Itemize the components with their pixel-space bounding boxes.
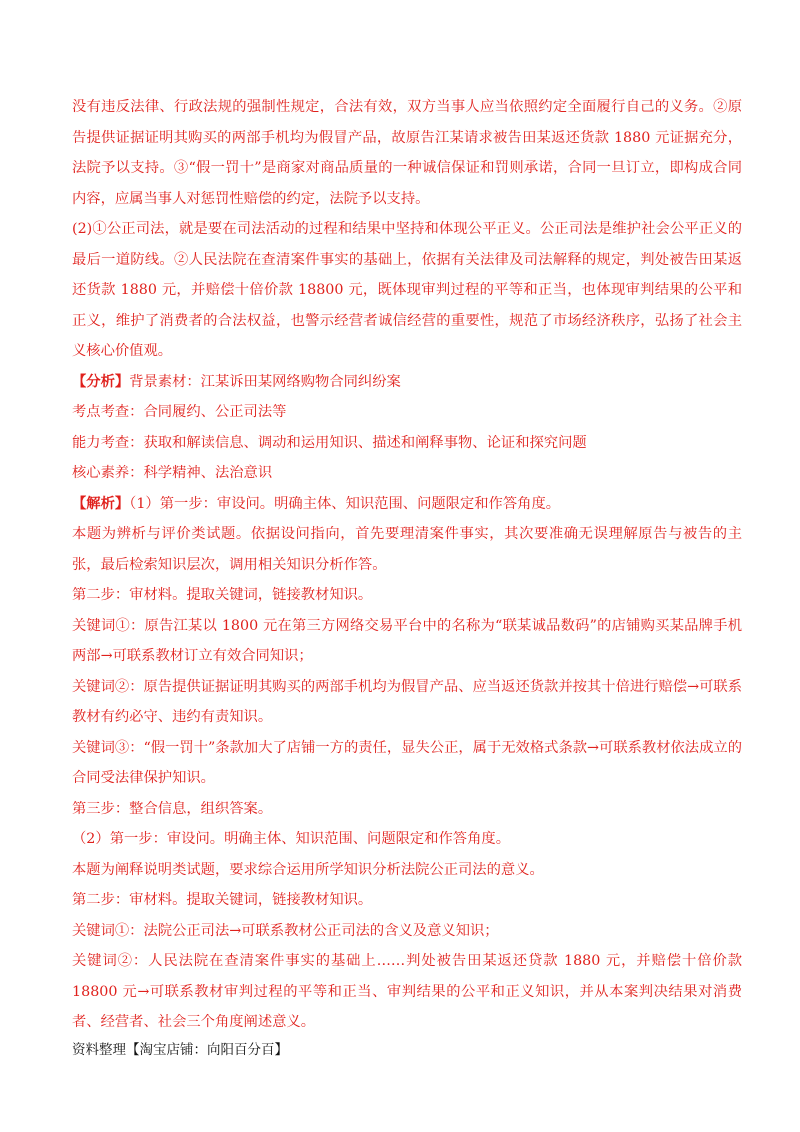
q1-step3-line: 第三步：整合信息，组织答案。	[72, 800, 273, 817]
footer-source: 资料整理【淘宝店铺：向阳百分百】	[72, 1042, 288, 1058]
nengli-line: 能力考查：获取和解读信息、调动和运用知识、描述和阐释事物、论证和探究问题	[72, 434, 587, 451]
q2-type-line: 本题为阐释说明类试题，要求综合运用所学知识分析法院公正司法的意义。	[72, 861, 544, 878]
q1-keyword-3: 关键词③：“假一罚十”条款加大了店铺一方的责任，显失公正，属于无效格式条款→可联系教材依法成立的合同受法律保护知识。	[72, 739, 742, 786]
q2-step2-line: 第二步：审材料。提取关键词，链接教材知识。	[72, 892, 373, 908]
jiexi-text: （1）第一步：审设问。明确主体、知识范围、问题限定和作答角度。	[129, 495, 561, 512]
analysis-tag: 【分析】	[72, 373, 130, 390]
q2-step1-line: （2）第一步：审设问。明确主体、知识范围、问题限定和作答角度。	[72, 831, 510, 847]
q1-keyword-2: 关键词②：原告提供证据证明其购买的两部手机均为假冒产品、应当返还货款并按其十倍进行赔偿→可联系教材有约必守、违约有责知识。	[72, 678, 742, 725]
jiexi-tag: 【解析】	[72, 495, 130, 512]
hexin-line: 核心素养：科学精神、法治意识	[72, 465, 273, 481]
q2-keyword-2: 关键词②：人民法院在查清案件事实的基础上……判处被告田某返还贷款 1880 元，并赔偿十倍价款 18800 元→可联系教材审判过程的平等和正当、审判结果的公平和正义知识，并从本案判决结果对消费者、经营者、社会三个角度阐述意义。	[72, 953, 742, 1030]
answer-paragraph-2: (2)①公正司法，就是要在司法活动的过程和结果中坚持和体现公平正义。公正司法是维护社会公平正义的最后一道防线。②人民法院在查清案件事实的基础上，依据有关法律及司法解释的规定，判处被告田某返还货款 1880 元，并赔偿十倍价款 18800 元，既体现审判过程的平等和正当，也体现审判结果的公平和正义，维护了消费者的合法权益，也警示经营者诚信经营的重要性，规范了市场经济秩序，弘扬了社会主义核心价值观。	[72, 221, 742, 359]
q1-step2-line: 第二步：审材料。提取关键词，链接教材知识。	[72, 587, 373, 603]
kaodian-line: 考点考查：合同履约、公正司法等	[72, 404, 287, 420]
analysis-line	[72, 367, 742, 398]
answer-paragraph-1: 没有违反法律、行政法规的强制性规定，合法有效，双方当事人应当依照约定全面履行自己的义务。②原告提供证据证明其购买的两部手机均为假冒产品，故原告江某请求被告田某返还货款 1880 元证据充分，法院予以支持。③“假一罚十”是商家对商品质量的一种诚信保证和罚则承诺，合同一旦订立，即构成合同内容，应属当事人对惩罚性赔偿的约定，法院予以支持。	[72, 99, 742, 207]
q1-type-line: 本题为辨析与评价类试题。依据设问指向，首先要理清案件事实，其次要准确无误理解原告与被告的主张，最后检索知识层次，调用相关知识分析作答。	[72, 526, 742, 573]
q1-keyword-1: 关键词①：原告江某以 1800 元在第三方网络交易平台中的名称为“联某诚品数码”的店铺购买某品牌手机两部→可联系教材订立有效合同知识；	[72, 617, 742, 664]
analysis-text: 背景素材：江某诉田某网络购物合同纠纷案	[129, 373, 401, 390]
q2-keyword-1: 关键词①：法院公正司法→可联系教材公正司法的含义及意义知识；	[72, 922, 499, 939]
jiexi-line	[72, 489, 742, 520]
